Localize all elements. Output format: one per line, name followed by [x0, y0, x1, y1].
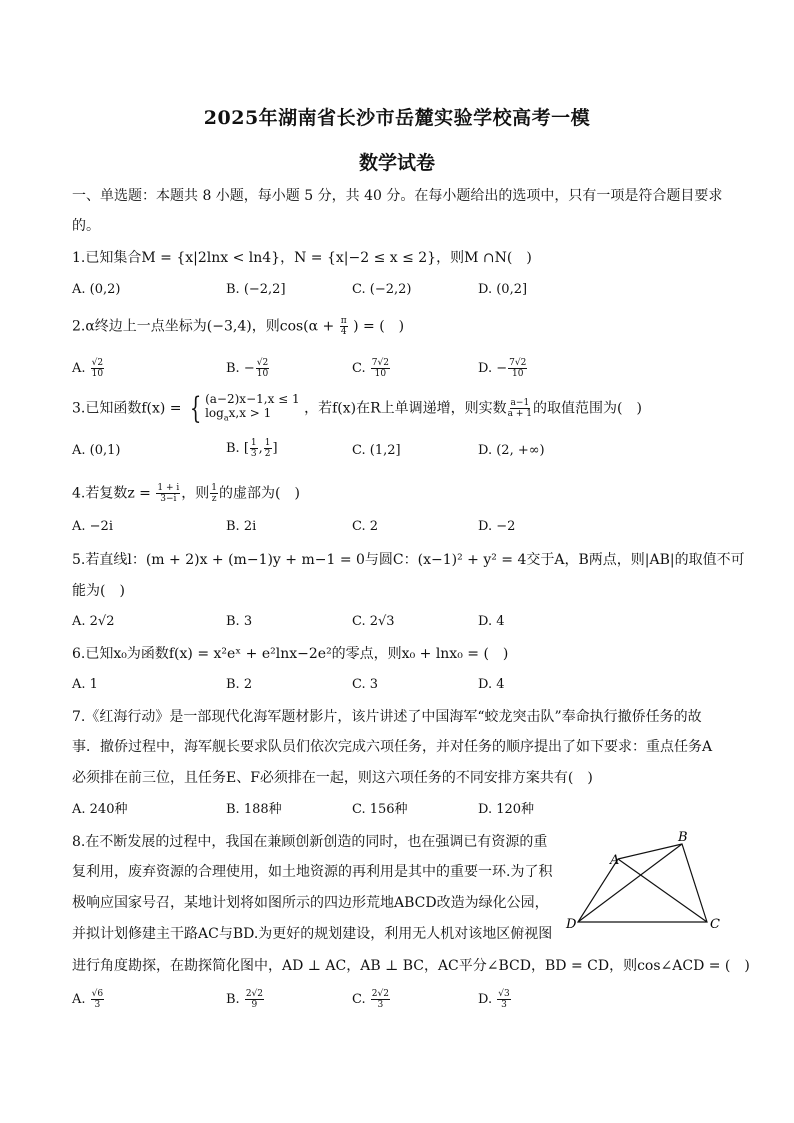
q5-stem-line2: 能为( ): [72, 583, 125, 599]
section-instructions-line1: 一、单选题：本题共 8 小题，每小题 5 分，共 40 分。在每小题给出的选项中，只有一项是符合题目要求: [72, 188, 723, 204]
q8-option-b: [226, 989, 265, 1010]
q4-option-b: B. 2i: [226, 519, 257, 534]
option-fraction: [508, 358, 527, 379]
frac-den: 3: [250, 449, 257, 459]
frac-den: 10: [91, 369, 104, 379]
frac-den: 3: [501, 1000, 507, 1010]
q7-stem-line2: 事．撤侨过程中，海军舰长要求队员们依次完成六项任务，并对任务的顺序提出了如下要求：重点任务A: [72, 739, 713, 755]
q2-frac-den: 4: [340, 327, 347, 337]
q4-option-c: C. 2: [352, 519, 379, 534]
frac-num: a−1: [510, 398, 530, 409]
q8-stem-line2: 复利用，废弃资源的合理使用，如土地资源的再利用是其中的重要一环.为了积: [72, 864, 553, 880]
option-letter: B. −: [226, 361, 255, 376]
option-fraction: [245, 989, 264, 1010]
piece-tail: x,x > 1: [228, 406, 272, 420]
q3-option-a: A. (0,1): [72, 443, 121, 458]
q8-stem-line1: 8.在不断发展的过程中，我国在兼顾创新创造的同时，也在强调已有资源的重: [72, 834, 548, 850]
q3-option-d: D. (2, +∞): [478, 443, 545, 458]
q3-stem-text: 3.已知函数f(x) =: [72, 400, 182, 417]
frac-num: 7√2: [509, 358, 527, 368]
exam-subtitle: 数学试卷: [358, 152, 435, 174]
q7-stem-line3: 必须排在前三位，且任务E、F必须排在一起，则这六项任务的不同安排方案共有( ): [72, 770, 593, 786]
quadrilateral-abcd: [578, 844, 707, 922]
q8-stem-line3: 极响应国家号召，某地计划将如图所示的四边形荒地ABCD改造为绿化公园，: [72, 895, 549, 911]
q8-stem-line5: 进行角度勘探，在勘探简化图中，AD ⊥ AC，AB ⊥ BC，AC平分∠BCD，BD = CD，则cos∠ACD = ( ): [72, 958, 750, 974]
q1-option-a: A. (0,2): [72, 282, 121, 297]
frac-num: 2√2: [371, 989, 389, 999]
option-fraction: [497, 989, 510, 1010]
frac-den: 3: [94, 1000, 101, 1010]
frac-num: 2√2: [245, 989, 264, 999]
frac-num: 1: [211, 483, 217, 493]
frac-den: 3: [377, 1000, 384, 1010]
q8-stem-line4: 并拟计划修建主干路AC与BD.为更好的规划建设，利用无人机对该地区俯视图: [72, 926, 553, 942]
q3-piecewise: [186, 392, 300, 425]
q2-stem-tail: ) = ( ): [353, 318, 405, 335]
option-fraction: [264, 438, 272, 459]
q5-option-c: C. 2√3: [352, 614, 395, 629]
q5-stem-line1: 5.若直线l：(m + 2)x + (m−1)y + m−1 = 0与圆C：(x−1)² + y² = 4交于A，B两点，则|AB|的取值不可: [72, 552, 745, 568]
diagonal-ac: [618, 859, 707, 922]
separator: ,: [258, 441, 263, 456]
q2-option-c: [352, 358, 391, 379]
exam-title: 2025年湖南省长沙市岳麓实验学校高考一模: [203, 107, 591, 129]
q2-option-a: [72, 358, 105, 379]
option-fraction: [371, 989, 390, 1010]
q3-stem: [72, 392, 642, 425]
q8-option-d: [478, 989, 512, 1010]
vertex-label-a: A: [610, 853, 620, 868]
frac-den: 10: [511, 369, 524, 379]
q5-option-b: B. 3: [226, 614, 253, 629]
option-fraction: [91, 989, 104, 1010]
frac-den: z: [211, 494, 217, 504]
option-fraction: [256, 358, 269, 379]
q6-option-c: C. 3: [352, 677, 379, 692]
q6-stem: 6.已知x₀为函数f(x) = x²eˣ + e²lnx−2e²的零点，则x₀ + lnx₀ = ( ): [72, 646, 509, 662]
q4-stem-text: 4.若复数z =: [72, 485, 151, 502]
option-letter: A.: [72, 992, 86, 1007]
frac-num: 1 + i: [157, 483, 180, 493]
option-letter: B.: [226, 992, 240, 1007]
frac-den: a + 1: [507, 409, 533, 420]
q8-option-a: [72, 989, 105, 1010]
q1-option-c: C. (−2,2): [352, 282, 412, 297]
frac-num: 1: [264, 438, 271, 448]
q2-option-d: [478, 358, 528, 379]
brace-glyph: {: [189, 390, 202, 426]
bracket: ]: [272, 441, 278, 456]
q4-option-a: A. −2i: [72, 519, 113, 534]
vertex-label-d: D: [566, 917, 577, 932]
q2-fraction: [340, 316, 348, 337]
option-letter: C.: [352, 992, 366, 1007]
log-text: log: [205, 406, 224, 420]
q3-option-b: [226, 438, 278, 459]
frac-den: 9: [251, 1000, 258, 1010]
log-base: a: [223, 413, 229, 423]
q7-option-b: B. 188种: [226, 802, 282, 817]
q4-stem: [72, 483, 300, 504]
q1-stem: 1.已知集合M = {x|2lnx < ln4}，N = {x|−2 ≤ x ≤ 2}，则M ∩N( ): [72, 250, 532, 266]
q5-option-d: D. 4: [478, 614, 505, 629]
q2-option-b: [226, 358, 270, 379]
q2-frac-num: π: [340, 316, 347, 326]
frac-den: 3−i: [160, 494, 177, 504]
frac-den: 10: [374, 369, 387, 379]
q2-stem-text: 2.α终边上一点坐标为(−3,4)，则cos(α +: [72, 318, 335, 335]
frac-num: √6: [91, 989, 104, 999]
option-letter: B. [: [226, 441, 249, 456]
option-letter: C.: [352, 361, 366, 376]
q1-option-d: D. (0,2]: [478, 282, 528, 297]
option-letter: A.: [72, 361, 86, 376]
frac-num: 1: [250, 438, 257, 448]
q8-option-c: [352, 989, 391, 1010]
q6-option-b: B. 2: [226, 677, 253, 692]
frac-den: 10: [256, 369, 269, 379]
q7-option-a: A. 240种: [72, 802, 128, 817]
q5-option-a: A. 2√2: [72, 614, 115, 629]
vertex-label-c: C: [710, 917, 720, 932]
q3-stem-mid: ，若f(x)在R上单调递增，则实数: [304, 400, 507, 417]
q4-fraction: [156, 483, 180, 504]
vertex-label-b: B: [678, 830, 688, 845]
q3-piece-1: (a−2)x−1,x ≤ 1: [205, 392, 300, 406]
q3-fraction: [508, 398, 532, 419]
q1-option-b: B. (−2,2]: [226, 282, 286, 297]
option-letter: D.: [478, 992, 493, 1007]
q7-option-c: C. 156种: [352, 802, 408, 817]
frac-num: √2: [256, 358, 269, 368]
frac-num: 7√2: [371, 358, 389, 368]
quadrilateral-figure: [560, 828, 730, 938]
q7-option-d: D. 120种: [478, 802, 535, 817]
q3-option-c: C. (1,2]: [352, 443, 401, 458]
frac-num: √3: [498, 989, 510, 999]
q7-stem-line1: 7.《红海行动》是一部现代化海军题材影片，该片讲述了中国海军“蛟龙突击队”奉命执行撤侨任务的故: [72, 709, 702, 725]
q3-stem-tail: 的取值范围为( ): [533, 400, 642, 417]
q3-piece-2: [205, 406, 300, 425]
option-fraction: [371, 358, 390, 379]
option-fraction: [91, 358, 104, 379]
option-fraction: [250, 438, 258, 459]
q6-option-a: A. 1: [72, 677, 98, 692]
q4-stem-tail: 的虚部为( ): [218, 485, 300, 502]
option-letter: D. −: [478, 361, 508, 376]
q2-stem: [72, 316, 404, 337]
q4-stem-mid: ，则: [181, 485, 210, 502]
q4-fraction-2: [210, 483, 218, 504]
frac-num: √2: [91, 358, 104, 368]
frac-den: 2: [264, 449, 271, 459]
q4-option-d: D. −2: [478, 519, 516, 534]
q6-option-d: D. 4: [478, 677, 505, 692]
section-instructions-line2: 的。: [72, 218, 100, 234]
